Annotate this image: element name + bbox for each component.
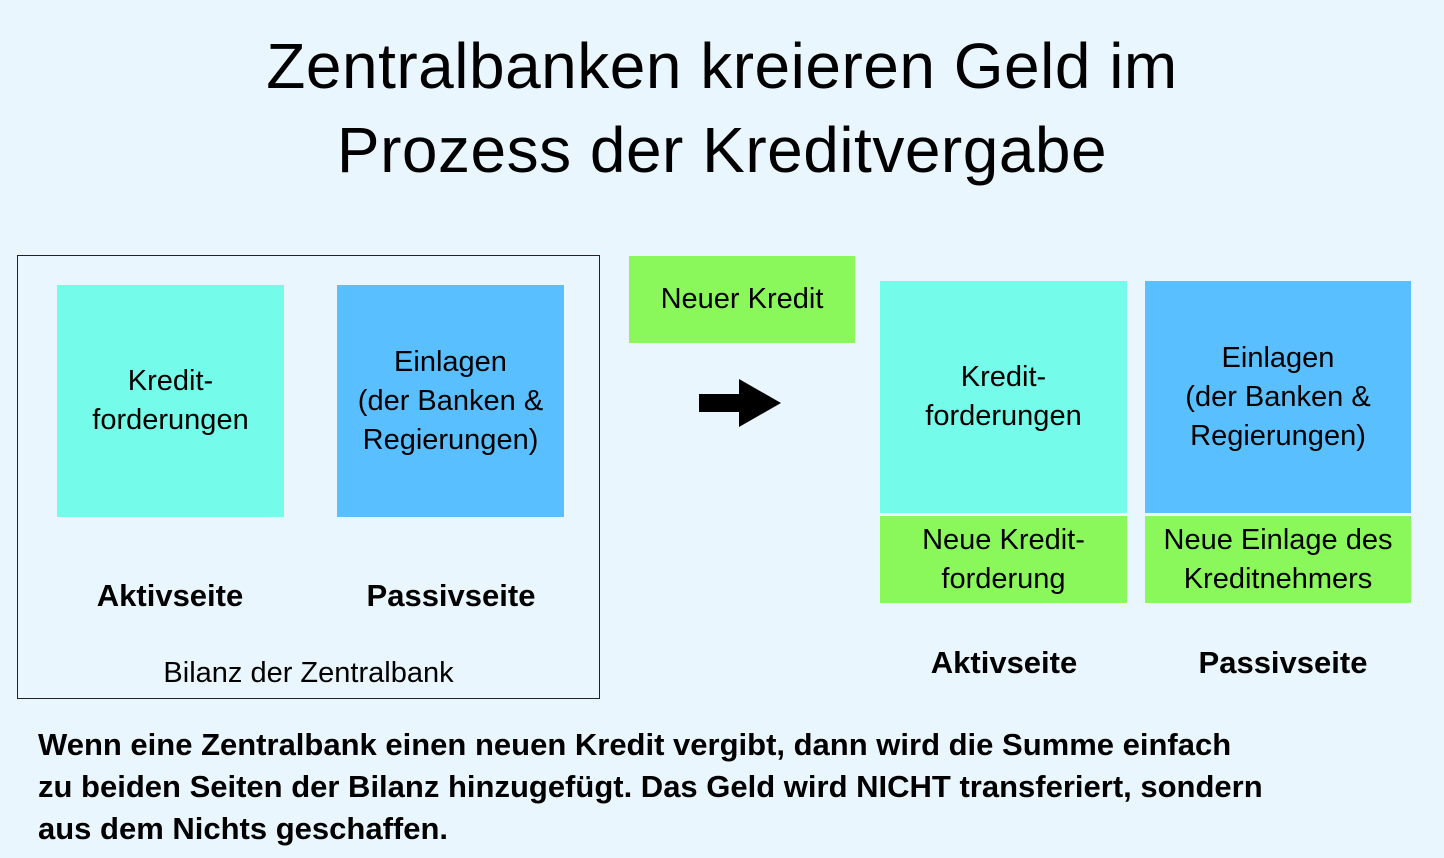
- new-asset-line-1: Neue Kredit-: [922, 523, 1085, 556]
- new-liability-box: [1145, 516, 1411, 603]
- new-credit-box: [629, 256, 855, 343]
- title-line-1: Zentralbanken kreieren Geld im: [266, 30, 1178, 102]
- after-liability-line-2: (der Banken &: [1185, 380, 1371, 413]
- new-credit-label: Neuer Kredit: [660, 283, 824, 315]
- before-asset-label: Aktivseite: [96, 578, 244, 613]
- after-asset-line-1: Kredit-: [960, 361, 1047, 393]
- after-liability-line-1: Einlagen: [1221, 341, 1335, 374]
- new-liability-line-2: Kreditnehmers: [1183, 562, 1373, 595]
- new-asset-line-2: forderung: [941, 562, 1066, 595]
- right-arrow-icon: [697, 377, 783, 429]
- before-asset-line-1: Kredit-: [127, 365, 214, 397]
- before-liability-box: [337, 285, 564, 517]
- before-asset-line-2: forderungen: [92, 404, 249, 436]
- before-liability-line-1: Einlagen: [394, 345, 507, 378]
- after-liability-label: Passivseite: [1198, 645, 1368, 680]
- after-asset-box: [880, 281, 1127, 513]
- new-liability-line-1: Neue Einlage des: [1163, 523, 1393, 556]
- explanation-line-2: zu beiden Seiten der Bilanz hinzugefügt. Das Geld wird NICHT transferiert, sondern: [38, 769, 1263, 804]
- page-title: [0, 24, 1444, 192]
- after-liability-line-3: Regierungen): [1190, 419, 1366, 452]
- title-line-2: Prozess der Kreditvergabe: [336, 114, 1108, 186]
- before-asset-box: [57, 285, 284, 517]
- explanation-line-3: aus dem Nichts geschaffen.: [38, 811, 449, 846]
- after-liability-box: [1145, 281, 1411, 513]
- after-asset-label: Aktivseite: [930, 645, 1078, 680]
- balance-sheet-caption: Bilanz der Zentralbank: [163, 657, 454, 689]
- explanation-line-1: Wenn eine Zentralbank einen neuen Kredit vergibt, dann wird die Summe einfach: [38, 727, 1232, 762]
- before-liability-label: Passivseite: [366, 578, 536, 613]
- new-asset-box: [880, 516, 1127, 603]
- before-liability-line-3: Regierungen): [362, 423, 539, 456]
- after-asset-line-2: forderungen: [925, 400, 1082, 432]
- explanation-text: [38, 724, 1428, 850]
- before-liability-line-2: (der Banken &: [357, 384, 544, 417]
